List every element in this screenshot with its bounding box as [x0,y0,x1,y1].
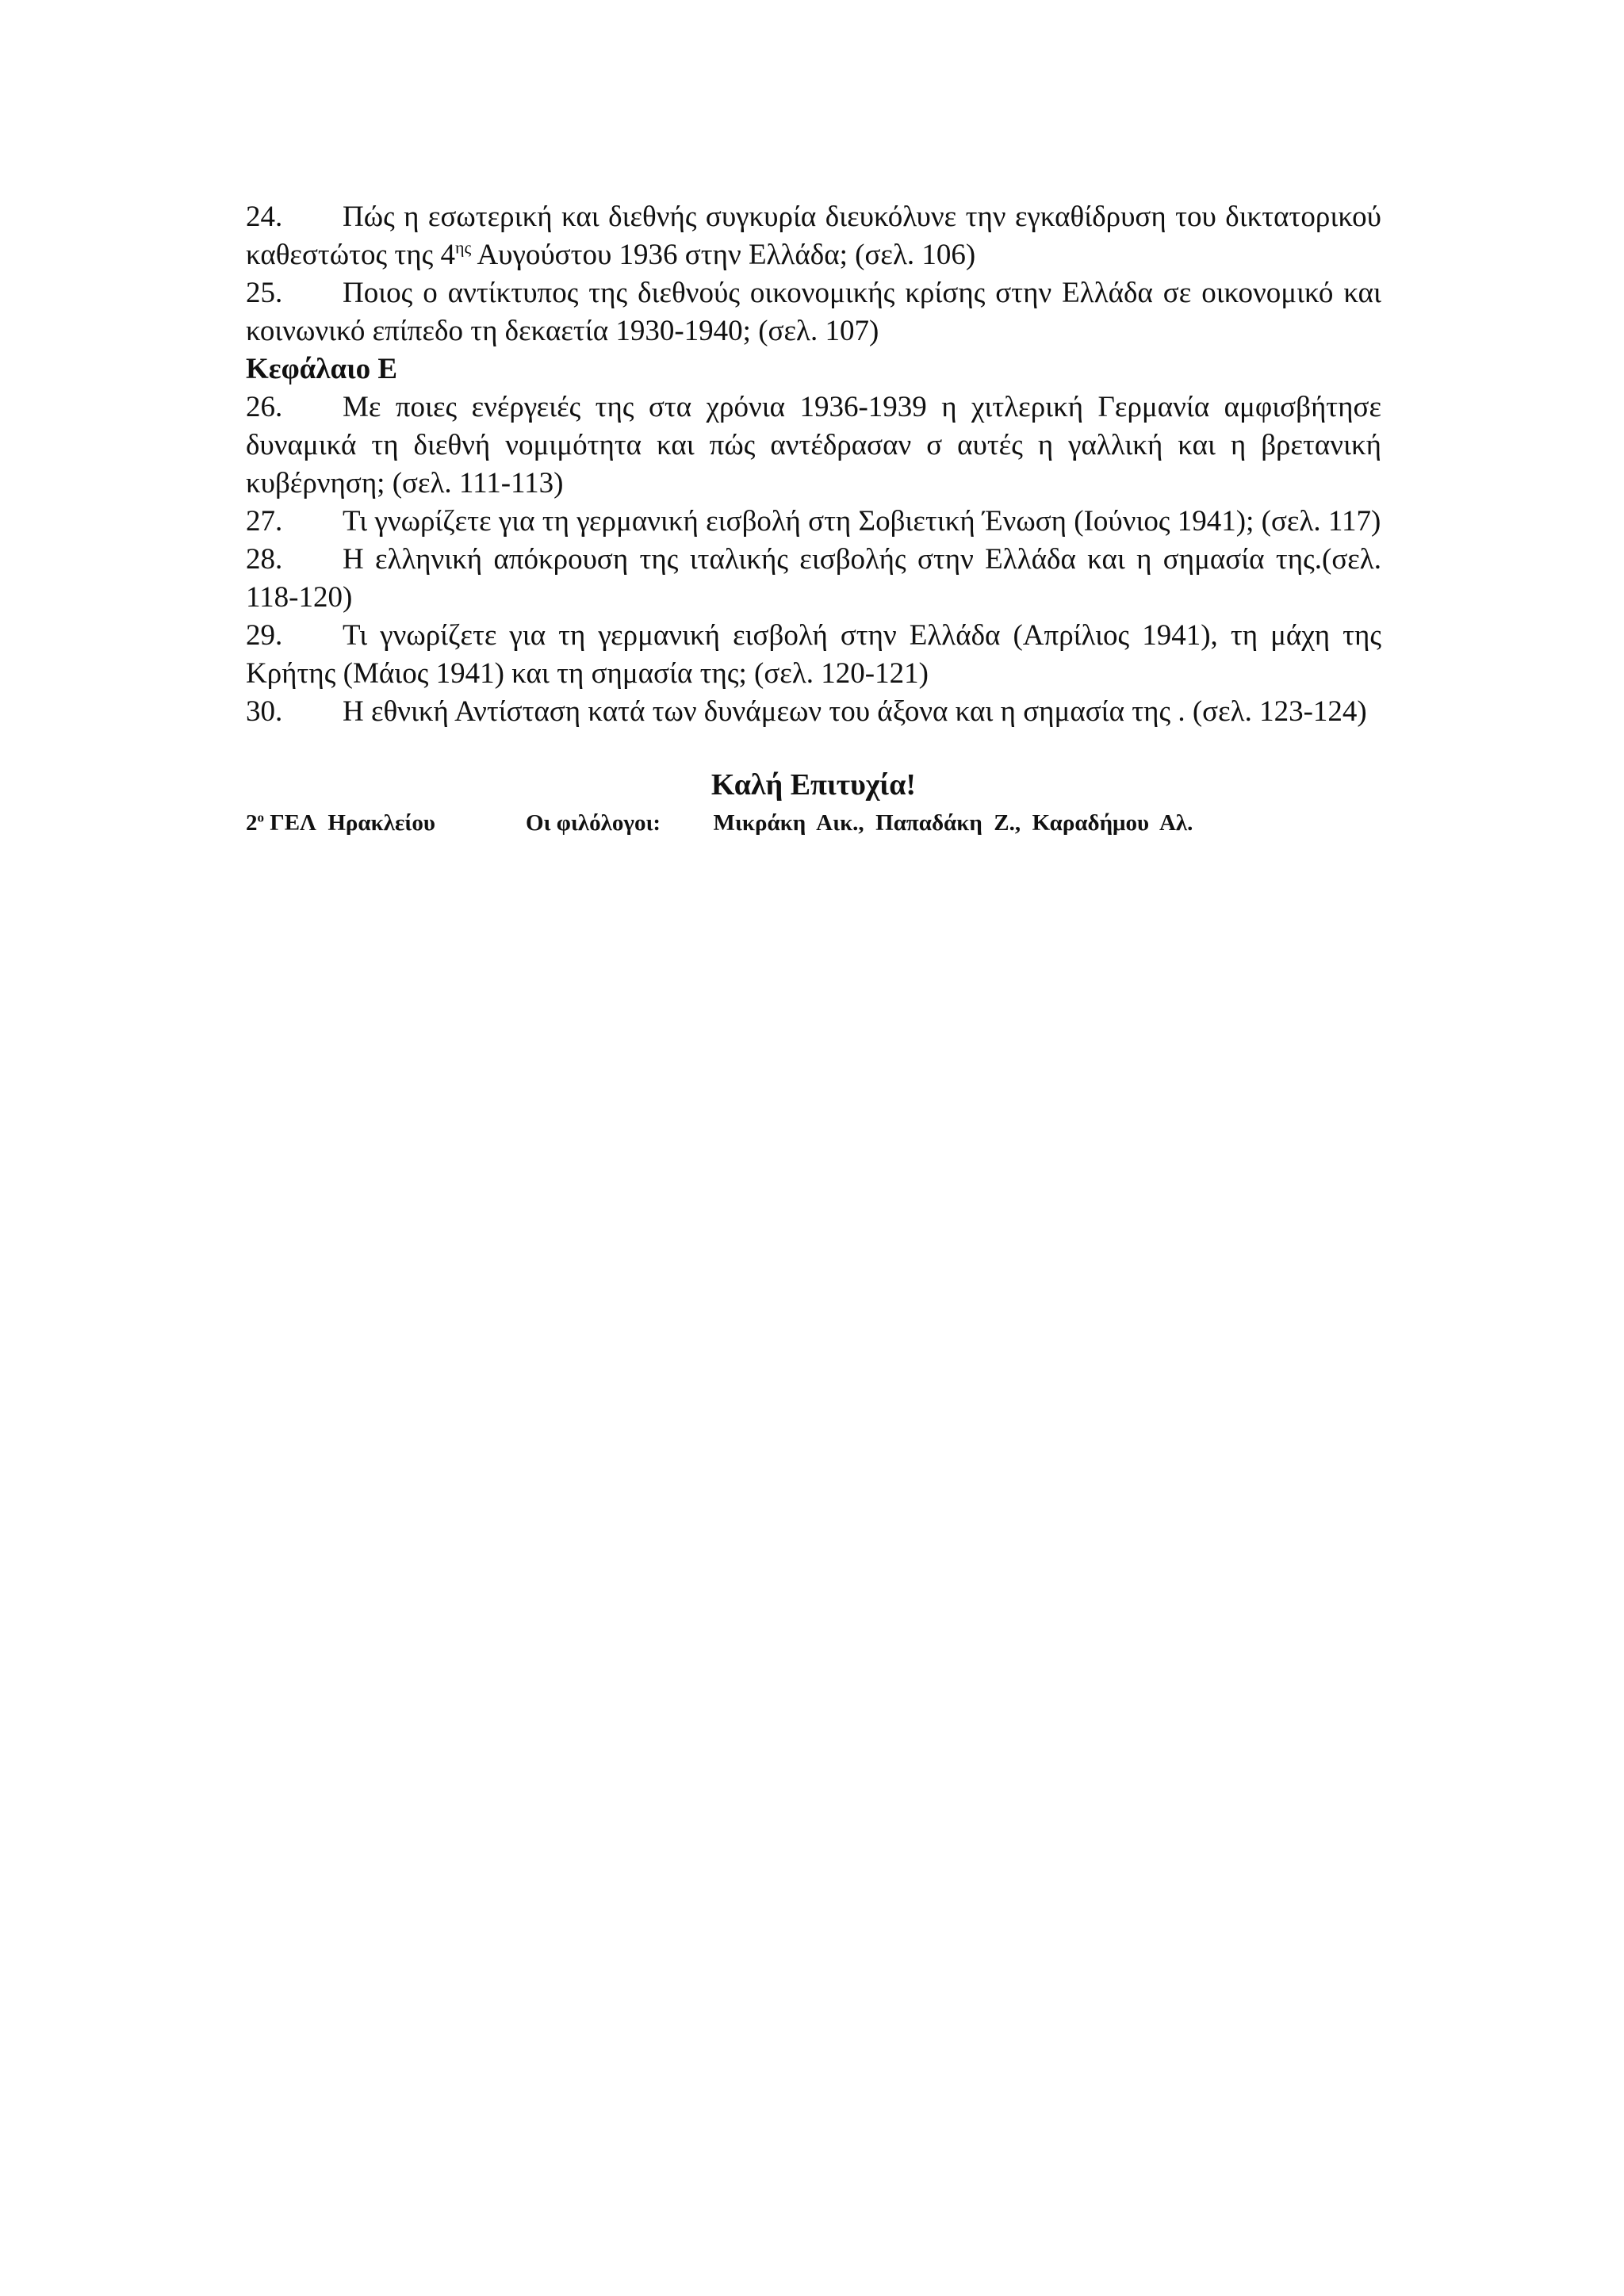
question-number: 30. [246,695,283,728]
question-number: 26. [246,391,283,423]
question-text: Ποιος ο αντίκτυπος της διεθνούς οικονομικής κρίσης στην Ελλάδα σε οικονομικό και κοινωνικό επίπεδο τη δεκαετία 1930-1940; (σελ. 107) [246,277,1381,347]
school-name: ΓΕΛ Ηρακλείου [264,810,435,836]
question-number: 24. [246,201,283,233]
question-28 [246,541,1381,617]
question-number: 25. [246,277,283,309]
ordinal-suffix: ης [455,237,472,258]
question-text-cont: Αυγούστου 1936 στην Ελλάδα; (σελ. 106) [471,239,976,271]
question-text: Τι γνωρίζετε για τη γερμανική εισβολή στην Ελλάδα (Απρίλιος 1941), τη μάχη της Κρήτης (Μάιος 1941) και τη σημασία της; (σελ. 120-121) [246,619,1381,690]
question-text: Η εθνική Αντίσταση κατά των δυνάμεων του άξονα και η σημασία της . (σελ. 123-124) [343,695,1367,728]
footer-school [246,807,526,839]
footer-teachers-names: Μικράκη Αικ., Παπαδάκη Ζ., Καραδήμου Αλ. [702,810,1193,836]
school-ordinal: ο [257,809,264,825]
closing-wish: Καλή Επιτυχία! [710,768,917,802]
question-25 [246,274,1381,350]
document-body [246,198,1381,839]
question-26 [246,388,1381,503]
question-27 [246,503,1381,541]
question-text: Πώς η εσωτερική και διεθνής συγκυρία διευκόλυνε την εγκαθίδρυση του δικτατορικού καθεστώτος της 4 [246,201,1381,271]
question-29 [246,617,1381,693]
question-text: Η ελληνική απόκρουση της ιταλικής εισβολής στην Ελλάδα και η σημασία της.(σελ. 118-120) [246,543,1381,614]
footer [246,807,1381,839]
question-number: 27. [246,505,283,538]
question-text: Με ποιες ενέργειές της στα χρόνια 1936-1939 η χιτλερική Γερμανία αμφισβήτησε δυναμικά τη διεθνή νομιμότητα και πώς αντέδρασαν σ αυτές η γαλλική και η βρετανική κυβέρνηση; (σελ. 111-113) [246,391,1381,499]
question-number: 29. [246,619,283,652]
question-text: Τι γνωρίζετε για τη γερμανική εισβολή στη Σοβιετική Ένωση (Ιούνιος 1941); (σελ. 117) [343,505,1381,538]
chapter-heading: Κεφάλαιο Ε [246,353,398,385]
question-30 [246,693,1381,731]
school-number: 2 [246,810,258,836]
question-24 [246,198,1381,274]
footer-teachers-label: Οι φιλόλογοι: [526,810,661,836]
question-number: 28. [246,543,283,576]
